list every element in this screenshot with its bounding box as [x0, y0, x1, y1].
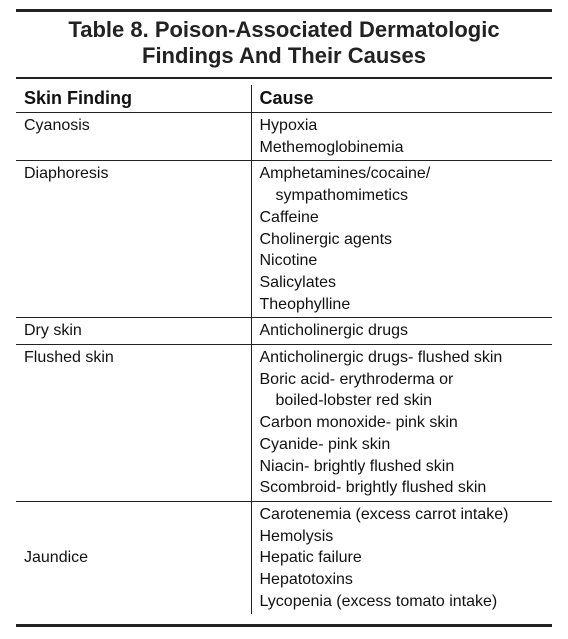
- cause-item: Salicylates: [259, 273, 336, 291]
- skin-finding-cell: Diaphoresis: [24, 165, 109, 183]
- title-rule: [16, 77, 552, 79]
- skin-finding-cell: Cyanosis: [24, 117, 90, 134]
- table-row: [16, 113, 552, 161]
- cause-item: Caffeine: [259, 208, 319, 226]
- header-row: [16, 85, 552, 113]
- cause-item: sympathomimetics: [275, 187, 408, 205]
- cause-item: Hepatic failure: [259, 549, 362, 567]
- cause-item: Cholinergic agents: [259, 230, 393, 248]
- cause-item: Nicotine: [259, 252, 318, 270]
- cause-item: Niacin- brightly flushed skin: [259, 457, 455, 475]
- cause-cell: [251, 501, 552, 614]
- cause-item: Hypoxia: [259, 117, 318, 134]
- cause-item: Amphetamines/cocaine/: [259, 165, 431, 183]
- header-skin-finding: Skin Finding: [24, 88, 132, 108]
- header-cause: Cause: [251, 85, 552, 113]
- cause-item: Cyanide- pink skin: [259, 435, 391, 453]
- bottom-rule: [16, 624, 552, 627]
- cause-cell: [251, 345, 552, 502]
- cause-item: Carotenemia (excess carrot intake): [259, 505, 509, 523]
- cause-item: Theophylline: [259, 295, 351, 313]
- cause-cell: [251, 318, 552, 345]
- cause-item: Carbon monoxide- pink skin: [259, 414, 458, 432]
- table-row: [16, 161, 552, 318]
- cause-item: Anticholinergic drugs: [259, 322, 409, 340]
- cause-item: Lycopenia (excess tomato intake): [259, 592, 498, 610]
- cause-item: Anticholinergic drugs- flushed skin: [259, 349, 503, 367]
- cause-item: Hemolysis: [259, 527, 334, 545]
- table-row: [16, 318, 552, 345]
- cause-item: Hepatotoxins: [259, 571, 353, 589]
- cause-item: Methemoglobinemia: [259, 138, 404, 156]
- table-title: [16, 17, 552, 69]
- table-title-line-1: Table 8. Poison-Associated Dermatologic: [68, 17, 500, 42]
- cause-item: Boric acid- erythroderma or: [259, 370, 454, 388]
- cause-item: Scombroid- brightly flushed skin: [259, 479, 487, 497]
- table-row: [16, 345, 552, 502]
- table-title-line-2: Findings And Their Causes: [142, 43, 426, 68]
- skin-finding-cell: Jaundice: [24, 549, 89, 567]
- table-row: [16, 501, 552, 614]
- cause-cell: [251, 113, 552, 161]
- skin-finding-cell: Dry skin: [24, 322, 82, 340]
- skin-finding-cell: Flushed skin: [24, 349, 114, 367]
- cause-cell: [251, 161, 552, 318]
- findings-table: [16, 85, 552, 614]
- cause-item: boiled-lobster red skin: [275, 392, 433, 410]
- top-rule: [16, 9, 552, 12]
